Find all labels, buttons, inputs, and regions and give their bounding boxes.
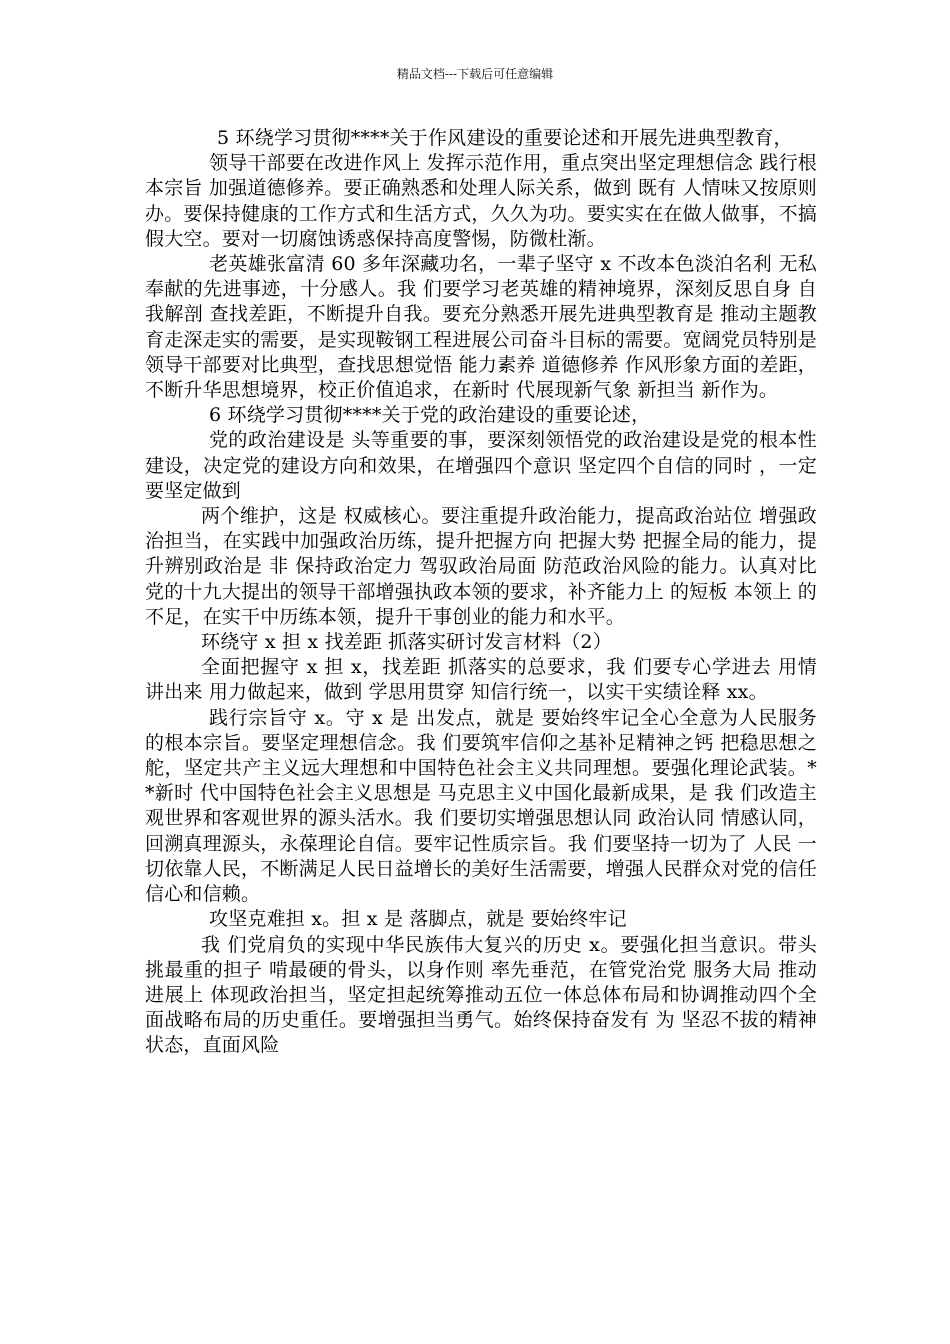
paragraph: 6 环绕学习贯彻****关于党的政治建设的重要论述， [209, 404, 651, 427]
paragraph: 领导干部要在改进作风上 发挥示范作用，重点突出坚定理想信念 践行根本宗旨 加强道德修养。要正确熟悉和处理人际关系，做到 既有 人情味又按原则办。要保持健康的工作方式和生活方式，久久为功。要实实在在做人做事，不搞假大空。要对一切腐蚀诱惑保持高度警惕，防微杜渐。 [145, 152, 818, 250]
paragraph: 我 们党肩负的实现中华民族伟大复兴的历史 x。要强化担当意识。带头挑最重的担子 啃最硬的骨头，以身作则 率先垂范，在管党治党 服务大局 推动进展上 体现政治担当，坚定担起统筹推动五位一体总体布局和协调推动四个全面战略布局的历史重任。要增强担当勇气。始终保持奋发有 为 坚忍不拔的精神状态，直面风险 [145, 933, 817, 1057]
paragraph: 5 环绕学习贯彻****关于作风建设的重要论述和开展先进典型教育， [217, 127, 793, 149]
section-heading: 环绕守 x 担 x 找差距 抓落实研讨发言材料（2） [201, 631, 612, 654]
paragraph: 践行宗旨守 x。守 x 是 出发点，就是 要始终牢记全心全意为人民服务的根本宗旨。要坚定理想信念。我 们要筑牢信仰之基补足精神之钙 把稳思想之舵，坚定共产主义远大理想和中国特色社会主义共同理想。要强化理论武装。**新时 代中国特色社会主义思想是 马克思主义中国化最新成果，是 我 们改造主观世界和客观世界的源头活水。我 们要切实增强思想认同 政治认同 情感认同，回溯真理源头，永葆理论自信。要牢记性质宗旨。我 们要坚持一切为了 人民 一切依靠人民，不断满足人民日益增长的美好生活需要，增强人民群众对党的信任 信心和信赖。 [145, 706, 818, 906]
paragraph: 两个维护，这是 权威核心。要注重提升政治能力，提高政治站位 增强政治担当，在实践中加强政治历练，提升把握方向 把握大势 把握全局的能力，提升辨别政治是 非 保持政治定力 驾驭政治局面 防范政治风险的能力。认真对比党的十九大提出的领导干部增强执政本领的要求，补齐能力上 的短板 本领上 的不足，在实干中历练本领，提升干事创业的能力和水平。 [145, 505, 817, 628]
page-header: 精品文档---下载后可任意编辑 [396, 67, 554, 81]
paragraph: 党的政治建设是 头等重要的事，要深刻领悟党的政治建设是党的根本性建设，决定党的建设方向和效果，在增强四个意识 坚定四个自信的同时 ，一定要坚定做到 [145, 429, 817, 502]
document-body [145, 126, 817, 1059]
paragraph: 攻坚克难担 x。担 x 是 落脚点，就是 要始终牢记 [209, 908, 627, 931]
paragraph: 老英雄张富清 60 多年深藏功名，一辈子坚守 x 不改本色淡泊名利 无私奉献的先进事迹，十分感人。我 们要学习老英雄的精神境界，深刻反思自身 自我解剖 查找差距，不断提升自我。要充分熟悉开展先进典型教育是 推动主题教育走深走实的需要，是实现鞍钢工程进展公司奋斗目标的需要。宽阔党员特别是 领导干部要对比典型，查找思想觉悟 能力素养 道德修养 作风形象方面的差距，不断升华思想境界，校正价值追求，在新时 代展现新气象 新担当 新作为。 [145, 253, 818, 402]
paragraph: 全面把握守 x 担 x，找差距 抓落实的总要求，我 们要专心学进去 用情讲出来 用力做起来，做到 学思用贯穿 知信行统一，以实干实绩诠释 xx。 [145, 656, 817, 704]
